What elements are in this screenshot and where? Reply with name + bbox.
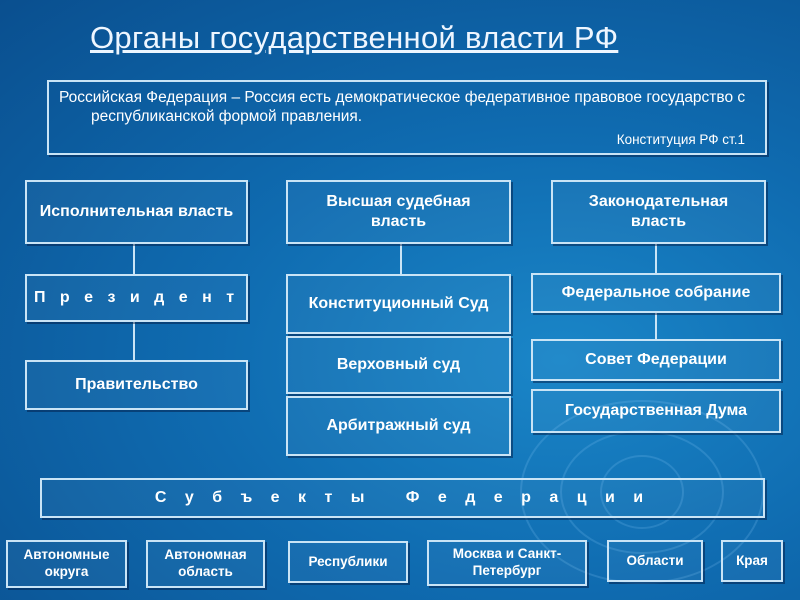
- arbitration-court-label: Арбитражный суд: [326, 417, 471, 434]
- government-box: [25, 360, 248, 410]
- federation-council-box: [531, 339, 781, 381]
- subject-autonomous-oblast: [146, 540, 265, 588]
- page-title: Органы государственной власти РФ: [90, 20, 619, 55]
- connector-line: [655, 243, 657, 274]
- president-box: [25, 274, 248, 322]
- legislative-branch-box: [551, 180, 766, 244]
- subject-republics: [288, 541, 408, 583]
- subject-label: Автономная область: [164, 547, 247, 579]
- connector-line: [133, 243, 135, 275]
- constitutional-court-box: [286, 274, 511, 334]
- federation-subjects-label: С у б ъ е к т ы Ф е д е р а ц и и: [154, 489, 651, 506]
- state-duma-box: [531, 389, 781, 433]
- supreme-court-label: Верховный суд: [336, 356, 461, 373]
- subject-moscow-spb: [427, 540, 587, 586]
- federal-assembly-label: Федеральное собрание: [561, 284, 751, 301]
- arbitration-court-box: [286, 396, 511, 456]
- executive-branch-box: [25, 180, 248, 244]
- government-label: Правительство: [75, 376, 198, 393]
- state-duma-label: Государственная Дума: [564, 402, 748, 419]
- subject-label: Республики: [308, 553, 388, 569]
- constitutional-court-label: Конституционный Суд: [308, 295, 489, 312]
- federation-subjects-box: [40, 478, 765, 518]
- connector-line: [133, 321, 135, 361]
- president-label: П р е з и д е н т: [33, 289, 240, 306]
- subject-label: Москва и Санкт-Петербург: [452, 546, 562, 578]
- executive-branch-label: Исполнительная власть: [39, 203, 234, 220]
- judicial-branch-box: [286, 180, 511, 244]
- constitution-text: Российская Федерация – Россия есть демократическое федеративное правовое государство с республиканской формой правления.: [59, 89, 746, 125]
- judicial-branch-label: Высшая судебная власть: [326, 193, 471, 230]
- connector-line: [655, 313, 657, 341]
- supreme-court-box: [286, 336, 511, 394]
- constitution-quote: [47, 80, 767, 155]
- legislative-branch-label: Законодательная власть: [588, 193, 729, 230]
- subject-label: Края: [736, 552, 768, 568]
- subject-label: Автономные округа: [23, 547, 110, 579]
- connector-line: [400, 243, 402, 275]
- subject-label: Области: [626, 552, 684, 568]
- federal-assembly-box: [531, 273, 781, 313]
- federation-council-label: Совет Федерации: [585, 351, 727, 368]
- subject-oblasts: [607, 540, 703, 582]
- subject-autonomous-okrugs: [6, 540, 127, 588]
- constitution-source: Конституция РФ ст.1: [616, 132, 745, 147]
- subject-krais: [721, 540, 783, 582]
